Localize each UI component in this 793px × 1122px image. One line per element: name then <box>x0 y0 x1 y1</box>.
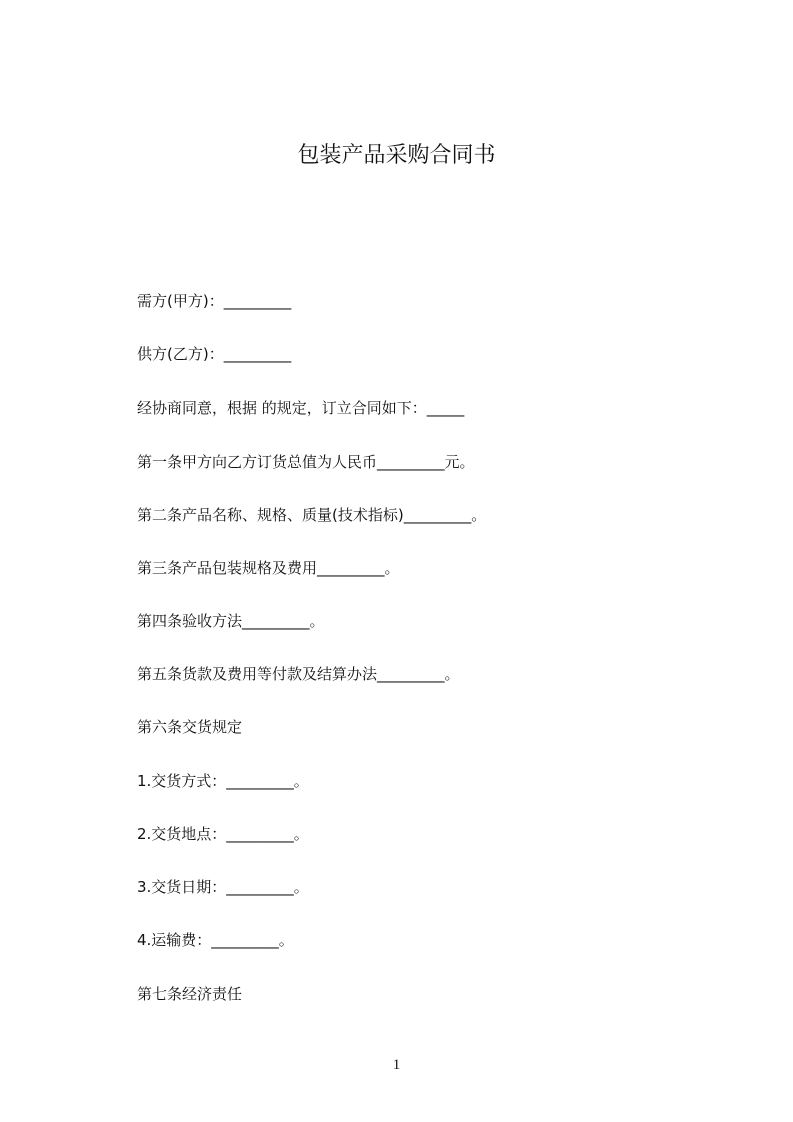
agreement-intro-line: 经协商同意，根据 的规定，订立合同如下：_____ <box>137 399 465 417</box>
document-title: 包装产品采购合同书 <box>297 143 496 168</box>
party-a-line: 需方(甲方)：_________ <box>137 292 292 310</box>
transport-fee-line: 4.运输费：_________。 <box>137 931 294 949</box>
page-number: 1 <box>392 1057 401 1073</box>
article-3-line: 第三条产品包装规格及费用_________。 <box>137 559 400 577</box>
article-6-heading: 第六条交货规定 <box>137 718 243 736</box>
article-5-line: 第五条货款及费用等付款及结算办法_________。 <box>137 665 460 683</box>
article-2-line: 第二条产品名称、规格、质量(技术指标)_________。 <box>137 506 487 524</box>
article-4-line: 第四条验收方法_________。 <box>137 612 325 630</box>
article-1-line: 第一条甲方向乙方订货总值为人民币_________元。 <box>137 453 475 471</box>
delivery-date-line: 3.交货日期：_________。 <box>137 878 309 896</box>
party-b-line: 供方(乙方)：_________ <box>137 345 292 363</box>
delivery-location-line: 2.交货地点：_________。 <box>137 825 309 843</box>
delivery-method-line: 1.交货方式：_________。 <box>137 772 309 790</box>
article-7-heading: 第七条经济责任 <box>137 985 243 1003</box>
